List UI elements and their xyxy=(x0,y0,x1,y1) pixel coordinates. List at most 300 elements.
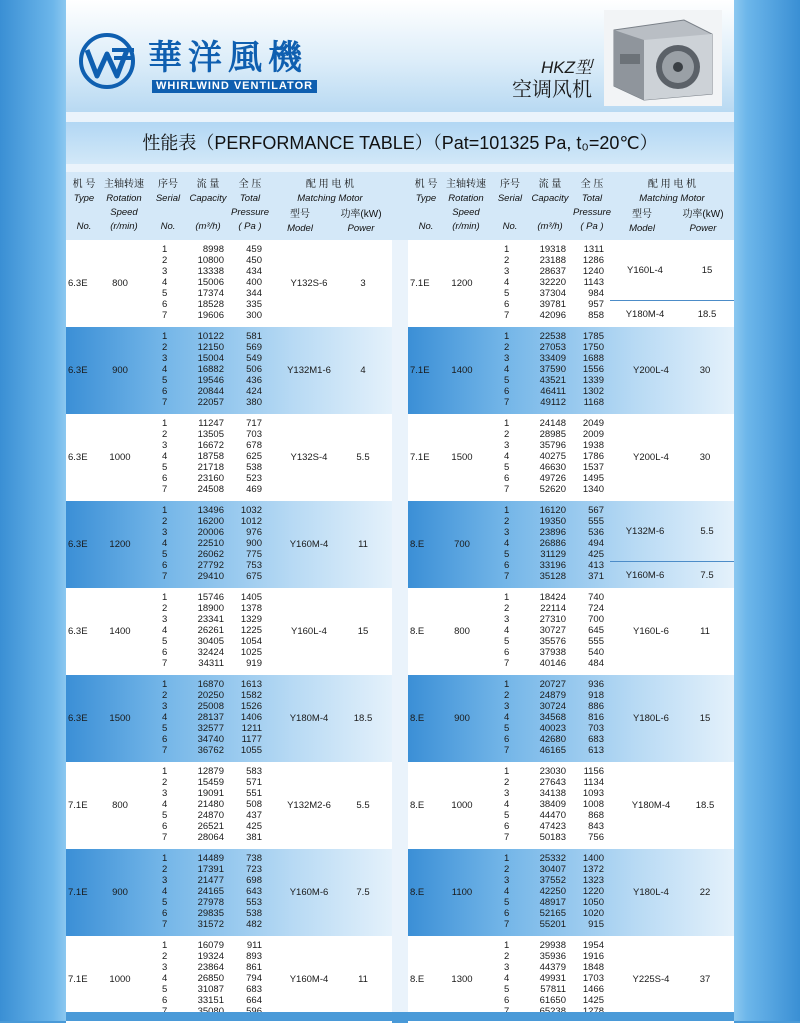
capacity-list xyxy=(528,418,566,495)
speed-cell: 900 xyxy=(454,713,470,724)
pressure-value: 581 xyxy=(246,331,262,342)
capacity-value: 25008 xyxy=(197,701,224,712)
capacity-value: 30724 xyxy=(539,701,566,712)
capacity-value: 14489 xyxy=(197,853,224,864)
capacity-value: 28637 xyxy=(539,266,566,277)
serial-number: 4 xyxy=(162,973,168,984)
serial-number: 7 xyxy=(162,745,168,756)
motor-power: 18.5 xyxy=(697,308,717,320)
pressure-value: 1008 xyxy=(582,799,604,810)
capacity-value: 42250 xyxy=(539,886,566,897)
left-decorative-band xyxy=(0,0,66,1021)
capacity-value: 26886 xyxy=(539,538,566,549)
motor-model: Y132M2-6 xyxy=(287,800,331,811)
pressure-value: 381 xyxy=(246,832,262,843)
fan-type-cell: 8.E xyxy=(410,713,425,724)
capacity-value: 35128 xyxy=(539,571,566,582)
pressure-header: 全 压 Total Pressure ( Pa ) xyxy=(572,179,611,232)
speed-header: 主轴转速 Rotation Speed (r/min) xyxy=(104,179,144,232)
capacity-value: 47423 xyxy=(539,821,566,832)
capacity-value: 18528 xyxy=(197,299,224,310)
capacity-value: 42680 xyxy=(539,734,566,745)
pressure-value: 569 xyxy=(246,342,262,353)
motor-model: Y160M-6 xyxy=(289,887,329,898)
serial-number: 5 xyxy=(504,462,510,473)
capacity-value: 48917 xyxy=(539,897,566,908)
speed-cell: 1500 xyxy=(451,452,473,463)
pressure-value: 645 xyxy=(588,625,604,636)
serial-list xyxy=(504,940,516,1017)
serial-number: 3 xyxy=(504,527,510,538)
pressure-value: 425 xyxy=(588,549,604,560)
serial-list xyxy=(162,505,174,582)
pressure-value: 1495 xyxy=(582,473,604,484)
right-decorative-band xyxy=(734,0,800,1021)
pressure-value: 1405 xyxy=(240,592,262,603)
capacity-value: 44470 xyxy=(539,810,566,821)
serial-number: 7 xyxy=(504,658,510,669)
pressure-value: 1302 xyxy=(582,386,604,397)
pressure-list xyxy=(234,766,262,843)
serial-number: 1 xyxy=(504,505,510,516)
table-header xyxy=(66,172,392,240)
pressure-value: 506 xyxy=(246,364,262,375)
pressure-value: 753 xyxy=(246,560,262,571)
type-header: 机 号 Type xyxy=(414,179,438,204)
pressure-value: 861 xyxy=(246,962,262,973)
serial-number: 4 xyxy=(162,451,168,462)
pressure-list xyxy=(234,853,262,930)
pressure-value: 1032 xyxy=(240,505,262,516)
capacity-value: 24879 xyxy=(539,690,566,701)
model-header: 型号 Model xyxy=(629,209,655,234)
pressure-value: 1537 xyxy=(582,462,604,473)
table-row-group xyxy=(66,414,392,501)
capacity-value: 22538 xyxy=(539,331,566,342)
pressure-value: 1225 xyxy=(240,625,262,636)
serial-number: 1 xyxy=(504,244,510,255)
pressure-value: 911 xyxy=(246,940,262,951)
serial-number: 7 xyxy=(504,571,510,582)
fan-type-cell: 7.1E xyxy=(410,365,430,376)
capacity-value: 22510 xyxy=(197,538,224,549)
table-row-group xyxy=(408,675,734,762)
serial-number: 6 xyxy=(504,647,510,658)
capacity-list xyxy=(186,766,224,843)
serial-number: 1 xyxy=(504,766,510,777)
capacity-value: 42096 xyxy=(539,310,566,321)
pressure-value: 335 xyxy=(246,299,262,310)
serial-number: 6 xyxy=(162,386,168,397)
capacity-value: 19546 xyxy=(197,375,224,386)
capacity-value: 33196 xyxy=(539,560,566,571)
speed-cell: 1100 xyxy=(451,887,473,898)
serial-number: 1 xyxy=(504,418,510,429)
speed-header: 主轴转速 Rotation Speed (r/min) xyxy=(446,179,486,232)
pressure-value: 675 xyxy=(246,571,262,582)
serial-number: 1 xyxy=(504,853,510,864)
capacity-value: 13338 xyxy=(197,266,224,277)
serial-number: 3 xyxy=(504,701,510,712)
motor-model: Y200L-4 xyxy=(633,452,669,463)
capacity-value: 33409 xyxy=(539,353,566,364)
pressure-value: 508 xyxy=(246,799,262,810)
serial-number: 5 xyxy=(504,549,510,560)
capacity-value: 30407 xyxy=(539,864,566,875)
capacity-value: 23030 xyxy=(539,766,566,777)
motor-model: Y132M1-6 xyxy=(287,365,331,376)
capacity-value: 35936 xyxy=(539,951,566,962)
pressure-value: 400 xyxy=(246,277,262,288)
capacity-value: 20250 xyxy=(197,690,224,701)
serial-number: 1 xyxy=(162,853,168,864)
serial-number: 3 xyxy=(162,440,168,451)
table-row-group xyxy=(66,762,392,849)
capacity-value: 16200 xyxy=(197,516,224,527)
motor-power: 5.5 xyxy=(356,452,370,463)
serial-number: 2 xyxy=(162,255,168,266)
serial-number: 3 xyxy=(504,962,510,973)
power-header: 功率(kW) Power xyxy=(340,209,382,234)
pressure-value: 700 xyxy=(588,614,604,625)
pressure-value: 538 xyxy=(246,908,262,919)
pressure-value: 740 xyxy=(588,592,604,603)
pressure-value: 984 xyxy=(588,288,604,299)
table-row-group xyxy=(408,936,734,1023)
serial-number: 3 xyxy=(162,788,168,799)
capacity-value: 55201 xyxy=(539,919,566,930)
capacity-value: 31129 xyxy=(540,549,566,560)
serial-list xyxy=(504,853,516,930)
serial-number: 4 xyxy=(162,277,168,288)
table-row-group xyxy=(66,327,392,414)
power-header: 功率(kW) Power xyxy=(682,209,724,234)
serial-number: 1 xyxy=(504,331,510,342)
pressure-value: 775 xyxy=(246,549,262,560)
capacity-value: 52165 xyxy=(539,908,566,919)
pressure-value: 450 xyxy=(246,255,262,266)
table-row-group xyxy=(66,849,392,936)
capacity-value: 20844 xyxy=(197,386,224,397)
pressure-list xyxy=(576,331,604,408)
pressure-value: 2009 xyxy=(582,429,604,440)
capacity-value: 32220 xyxy=(539,277,566,288)
capacity-list xyxy=(528,505,566,582)
pressure-value: 536 xyxy=(588,527,604,538)
serial-number: 6 xyxy=(504,299,510,310)
serial-number: 5 xyxy=(504,984,510,995)
capacity-value: 49726 xyxy=(539,473,566,484)
pressure-value: 1329 xyxy=(240,614,262,625)
capacity-list xyxy=(528,244,566,321)
serial-number: 2 xyxy=(504,429,510,440)
motor-model: Y225S-4 xyxy=(632,974,670,985)
pressure-value: 625 xyxy=(246,451,262,462)
serial-number: 4 xyxy=(504,538,510,549)
motor-model: Y180M-4 xyxy=(625,308,665,320)
speed-cell: 1300 xyxy=(451,974,473,985)
serial-number: 4 xyxy=(162,625,168,636)
capacity-value: 23864 xyxy=(197,962,224,973)
serial-number: 2 xyxy=(504,864,510,875)
pressure-value: 380 xyxy=(246,397,262,408)
table-row-group xyxy=(66,501,392,588)
speed-cell: 1200 xyxy=(109,539,131,550)
capacity-value: 16672 xyxy=(197,440,224,451)
serial-number: 3 xyxy=(504,440,510,451)
capacity-value: 15746 xyxy=(197,592,224,603)
fan-type-cell: 8.E xyxy=(410,800,425,811)
capacity-value: 16882 xyxy=(197,364,224,375)
capacity-value: 27053 xyxy=(539,342,566,353)
pressure-value: 1688 xyxy=(582,353,604,364)
capacity-value: 34138 xyxy=(539,788,566,799)
capacity-value: 26521 xyxy=(197,821,224,832)
capacity-value: 20727 xyxy=(539,679,566,690)
pressure-list xyxy=(576,592,604,669)
capacity-value: 10122 xyxy=(197,331,224,342)
capacity-value: 19324 xyxy=(197,951,224,962)
pressure-value: 900 xyxy=(246,538,262,549)
serial-number: 3 xyxy=(504,875,510,886)
speed-cell: 700 xyxy=(454,539,470,550)
capacity-list xyxy=(186,418,224,495)
speed-cell: 800 xyxy=(112,800,128,811)
motor-header: 配 用 电 机 Matching Motor xyxy=(639,179,705,204)
serial-list xyxy=(162,853,174,930)
motor-model: Y180L-4 xyxy=(633,887,669,898)
capacity-value: 24148 xyxy=(539,418,566,429)
serial-number: 6 xyxy=(162,647,168,658)
capacity-value: 24165 xyxy=(197,886,224,897)
serial-number: 5 xyxy=(162,897,168,908)
serial-number: 7 xyxy=(162,658,168,669)
capacity-list xyxy=(186,505,224,582)
serial-number: 5 xyxy=(162,375,168,386)
pressure-value: 683 xyxy=(246,984,262,995)
table-row-group xyxy=(408,414,734,501)
pressure-header: 全 压 Total Pressure ( Pa ) xyxy=(230,179,269,232)
pressure-value: 371 xyxy=(588,571,604,582)
serial-list xyxy=(504,331,516,408)
serial-number: 5 xyxy=(504,636,510,647)
table-row-group xyxy=(408,240,734,327)
capacity-value: 13505 xyxy=(197,429,224,440)
capacity-value: 16079 xyxy=(197,940,224,951)
serial-number: 6 xyxy=(504,560,510,571)
pressure-list xyxy=(234,331,262,408)
pressure-value: 1703 xyxy=(582,973,604,984)
motor-model: Y132S-4 xyxy=(290,452,328,463)
motor-power: 3 xyxy=(360,278,366,289)
capacity-value: 29938 xyxy=(539,940,566,951)
motor-power: 18.5 xyxy=(353,713,373,724)
serial-number: 5 xyxy=(504,897,510,908)
pressure-value: 583 xyxy=(246,766,262,777)
serial-number: 3 xyxy=(162,962,168,973)
pressure-value: 698 xyxy=(246,875,262,886)
capacity-value: 27978 xyxy=(197,897,224,908)
table-body-left xyxy=(66,240,392,1023)
pressure-value: 1750 xyxy=(582,342,604,353)
capacity-list xyxy=(528,679,566,756)
capacity-value: 26850 xyxy=(197,973,224,984)
motor-power: 4 xyxy=(360,365,366,376)
motor-model: Y160L-4 xyxy=(627,264,663,276)
motor-option-2 xyxy=(610,562,734,588)
capacity-list xyxy=(186,331,224,408)
pressure-list xyxy=(234,592,262,669)
pressure-value: 915 xyxy=(588,919,604,930)
capacity-value: 25332 xyxy=(539,853,566,864)
pressure-value: 1372 xyxy=(582,864,604,875)
serial-number: 6 xyxy=(504,908,510,919)
motor-power: 7.5 xyxy=(356,887,370,898)
type-no-label: No. xyxy=(76,221,92,232)
motor-power: 5.5 xyxy=(700,525,714,537)
serial-number: 2 xyxy=(504,516,510,527)
speed-cell: 900 xyxy=(112,887,128,898)
motor-power: 18.5 xyxy=(695,800,715,811)
pressure-value: 1785 xyxy=(582,331,604,342)
pressure-value: 1848 xyxy=(582,962,604,973)
serial-number: 7 xyxy=(162,484,168,495)
serial-number: 7 xyxy=(162,571,168,582)
fan-type-cell: 8.E xyxy=(410,974,425,985)
pressure-value: 794 xyxy=(246,973,262,984)
company-logo-icon xyxy=(78,32,136,90)
capacity-value: 40146 xyxy=(539,658,566,669)
capacity-value: 29835 xyxy=(197,908,224,919)
motor-power: 30 xyxy=(699,365,711,376)
serial-number: 5 xyxy=(162,462,168,473)
capacity-value: 46630 xyxy=(539,462,566,473)
serial-list xyxy=(504,592,516,669)
motor-model: Y200L-4 xyxy=(633,365,669,376)
capacity-value: 49112 xyxy=(540,397,566,408)
pressure-value: 1286 xyxy=(582,255,604,266)
serial-number: 1 xyxy=(162,244,168,255)
pressure-value: 1954 xyxy=(582,940,604,951)
fan-type-cell: 6.3E xyxy=(68,713,88,724)
table-row-group xyxy=(66,588,392,675)
serial-number: 5 xyxy=(162,984,168,995)
pressure-value: 1556 xyxy=(582,364,604,375)
serial-number: 5 xyxy=(162,288,168,299)
capacity-value: 40275 xyxy=(539,451,566,462)
serial-list xyxy=(504,418,516,495)
type-no-label: No. xyxy=(418,221,434,232)
serial-no-label: No. xyxy=(160,221,176,232)
motor-power: 7.5 xyxy=(700,569,714,581)
pressure-list xyxy=(234,679,262,756)
fan-type-cell: 6.3E xyxy=(68,452,88,463)
table-row-group xyxy=(408,849,734,936)
serial-number: 7 xyxy=(162,919,168,930)
motor-model: Y132S-6 xyxy=(290,278,328,289)
motor-power: 11 xyxy=(358,539,368,550)
capacity-list xyxy=(186,679,224,756)
pressure-value: 976 xyxy=(246,527,262,538)
table-row-group xyxy=(408,588,734,675)
capacity-value: 27310 xyxy=(539,614,566,625)
serial-list xyxy=(162,418,174,495)
serial-list xyxy=(162,940,174,1017)
pressure-value: 717 xyxy=(246,418,262,429)
pressure-value: 683 xyxy=(588,734,604,745)
pressure-value: 549 xyxy=(246,353,262,364)
capacity-value: 46165 xyxy=(539,745,566,756)
capacity-list xyxy=(186,940,224,1017)
table-row-group xyxy=(408,327,734,414)
pressure-value: 936 xyxy=(588,679,604,690)
capacity-value: 11247 xyxy=(198,418,224,429)
serial-number: 7 xyxy=(504,310,510,321)
serial-number: 5 xyxy=(162,636,168,647)
pressure-value: 1055 xyxy=(240,745,262,756)
capacity-value: 29410 xyxy=(197,571,224,582)
serial-number: 4 xyxy=(504,451,510,462)
capacity-value: 30727 xyxy=(539,625,566,636)
motor-power: 11 xyxy=(358,974,368,985)
serial-number: 2 xyxy=(504,951,510,962)
motor-power: 22 xyxy=(699,887,711,898)
speed-cell: 1400 xyxy=(109,626,131,637)
pressure-value: 703 xyxy=(588,723,604,734)
serial-number: 7 xyxy=(162,397,168,408)
pressure-value: 482 xyxy=(246,919,262,930)
capacity-unit: (m³/h) xyxy=(195,221,221,232)
fan-type-cell: 7.1E xyxy=(410,278,430,289)
table-body-right xyxy=(408,240,734,1023)
capacity-value: 52620 xyxy=(539,484,566,495)
capacity-value: 57811 xyxy=(540,984,566,995)
pressure-value: 613 xyxy=(588,745,604,756)
serial-list xyxy=(162,331,174,408)
capacity-value: 17391 xyxy=(197,864,224,875)
motor-model: Y160L-6 xyxy=(633,626,669,637)
fan-type-cell: 8.E xyxy=(410,626,425,637)
pressure-list xyxy=(234,418,262,495)
speed-cell: 1400 xyxy=(451,365,473,376)
serial-number: 4 xyxy=(504,973,510,984)
capacity-value: 12879 xyxy=(197,766,224,777)
serial-list xyxy=(162,592,174,669)
catalog-page xyxy=(66,0,734,1021)
speed-cell: 1500 xyxy=(109,713,131,724)
pressure-list xyxy=(576,853,604,930)
serial-number: 4 xyxy=(504,886,510,897)
serial-number: 5 xyxy=(162,549,168,560)
fan-type-cell: 7.1E xyxy=(68,887,88,898)
serial-number: 4 xyxy=(162,886,168,897)
serial-list xyxy=(504,679,516,756)
serial-number: 6 xyxy=(162,908,168,919)
pressure-value: 816 xyxy=(588,712,604,723)
pressure-value: 1582 xyxy=(240,690,262,701)
capacity-value: 15459 xyxy=(197,777,224,788)
serial-number: 2 xyxy=(162,516,168,527)
capacity-value: 19606 xyxy=(197,310,224,321)
table-row-group xyxy=(66,936,392,1023)
capacity-value: 26261 xyxy=(197,625,224,636)
serial-number: 6 xyxy=(162,821,168,832)
speed-cell: 800 xyxy=(454,626,470,637)
motor-option-1 xyxy=(610,240,734,300)
pressure-list xyxy=(234,244,262,321)
serial-number: 7 xyxy=(504,919,510,930)
pressure-value: 424 xyxy=(246,386,262,397)
